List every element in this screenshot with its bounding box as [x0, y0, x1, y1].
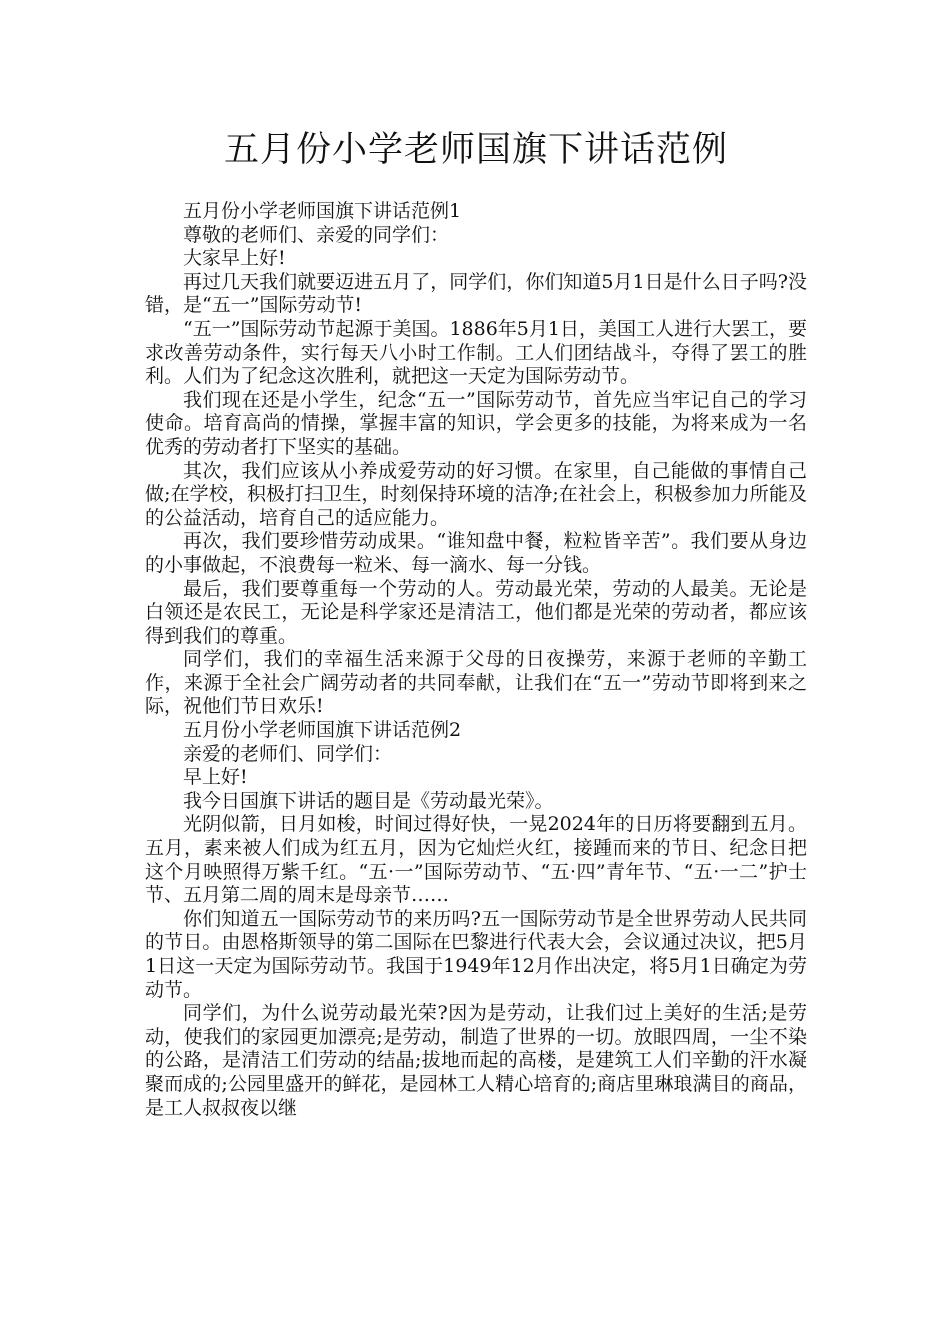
paragraph: 我们现在还是小学生，纪念“五一”国际劳动节，首先应当牢记自己的学习使命。培育高尚的情操，掌握丰富的知识，学会更多的技能，为将来成为一名优秀的劳动者打下坚实的基础。	[145, 388, 807, 458]
paragraph: 最后，我们要尊重每一个劳动的人。劳动最光荣，劳动的人最美。无论是白领还是农民工，无论是科学家还是清洁工，他们都是光荣的劳动者，都应该得到我们的尊重。	[145, 577, 807, 647]
paragraph: 你们知道五一国际劳动节的来历吗?五一国际劳动节是全世界劳动人民共同的节日。由恩格斯领导的第二国际在巴黎进行代表大会，会议通过决议，把5月1日这一天定为国际劳动节。我国于1949年12月作出决定，将5月1日确定为劳动节。	[145, 907, 807, 1001]
paragraph: 亲爱的老师们、同学们：	[183, 742, 393, 765]
paragraph: 五月份小学老师国旗下讲话范例2	[183, 719, 462, 742]
paragraph: 早上好!	[183, 766, 248, 789]
paragraph: 我今日国旗下讲话的题目是《劳动最光荣》。	[183, 789, 554, 812]
paragraph: 再过几天我们就要迈进五月了，同学们，你们知道5月1日是什么日子吗?没错，是“五一”国际劳动节!	[145, 270, 807, 317]
document-title: 五月份小学老师国旗下讲话范例	[223, 130, 728, 170]
paragraph: 尊敬的老师们、亲爱的同学们：	[183, 223, 450, 246]
document-page	[145, 120, 807, 1120]
paragraph: 五月份小学老师国旗下讲话范例1	[183, 200, 462, 222]
paragraph: 大家早上好!	[183, 247, 286, 270]
paragraph: 光阴似箭，日月如梭，时间过得好快，一晃2024年的日历将要翻到五月。五月，素来被人们成为红五月，因为它灿烂火红，接踵而来的节日、纪念日把这个月映照得万紫千红。“五·一”国际劳动节、“五·四”青年节、“五·一二”护士节、五月第二周的周末是母亲节……	[145, 813, 807, 907]
paragraph: 再次，我们要珍惜劳动成果。“谁知盘中餐，粒粒皆辛苦”。我们要从身边的小事做起，不浪费每一粒米、每一滴水、每一分钱。	[145, 530, 807, 576]
paragraph: 同学们，我们的幸福生活来源于父母的日夜操劳，来源于老师的辛勤工作，来源于全社会广阔劳动者的共同奉献，让我们在“五一”劳动节即将到来之际，祝他们节日欢乐!	[145, 648, 807, 718]
paragraph: 同学们，为什么说劳动最光荣?因为是劳动，让我们过上美好的生活;是劳动，使我们的家园更加漂亮;是劳动，制造了世界的一切。放眼四周，一尘不染的公路，是清洁工们劳动的结晶;拔地而起的高楼，是建筑工人们辛勤的汗水凝聚而成的;公园里盛开的鲜花，是园林工人精心培育的;商店里琳琅满目的商品，是工人叔叔夜以继	[145, 1002, 807, 1119]
paragraph: 其次，我们应该从小养成爱劳动的好习惯。在家里，自己能做的事情自己做;在学校，积极打扫卫生，时刻保持环境的洁净;在社会上，积极参加力所能及的公益活动，培育自己的适应能力。	[145, 459, 807, 529]
paragraph: “五一”国际劳动节起源于美国。1886年5月1日，美国工人进行大罢工，要求改善劳动条件，实行每天八小时工作制。工人们团结战斗，夺得了罢工的胜利。人们为了纪念这次胜利，就把这一天定为国际劳动节。	[145, 317, 807, 388]
